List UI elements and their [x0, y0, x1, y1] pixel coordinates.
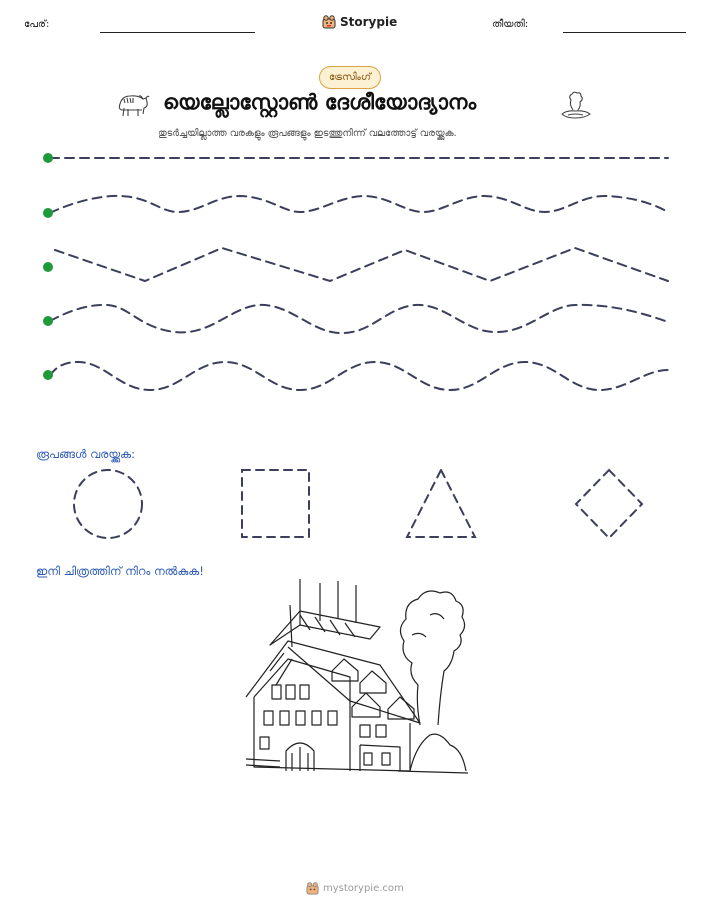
- trace-circle[interactable]: [74, 470, 142, 538]
- trace-line-wave-1[interactable]: [50, 196, 668, 213]
- instructions: തുടർച്ചയില്ലാത്ത വരകളും രൂപങ്ങളും ഇടത്തുനിന്ന് വലത്തോട്ട് വരയ്ക്കുക.: [158, 128, 457, 139]
- lodge-geyser-illustration[interactable]: [240, 575, 470, 777]
- footer: [306, 881, 404, 895]
- start-dot-1: [43, 153, 53, 163]
- storypie-logo-icon: [322, 14, 336, 29]
- trace-square[interactable]: [242, 470, 309, 537]
- bison-icon: [116, 90, 150, 120]
- storypie-logo-icon-footer: [306, 881, 319, 895]
- page-title: യെല്ലോസ്റ്റോൺ ദേശീയോദ്യാനം: [163, 90, 477, 114]
- start-dot-3: [43, 262, 53, 272]
- tracing-lines: [0, 140, 709, 395]
- footer-url[interactable]: mystorypie.com: [323, 882, 404, 894]
- trace-line-zigzag[interactable]: [55, 248, 668, 281]
- brand: [322, 14, 397, 29]
- start-dot-4: [43, 316, 53, 326]
- trace-shapes: [0, 460, 709, 550]
- activity-badge: ട്രേസിംഗ്: [319, 66, 381, 89]
- date-line[interactable]: [563, 32, 686, 33]
- start-dot-2: [43, 208, 53, 218]
- geyser-icon: [559, 90, 593, 120]
- trace-diamond[interactable]: [576, 470, 642, 538]
- trace-line-wave-2[interactable]: [50, 305, 668, 333]
- name-line[interactable]: [100, 32, 255, 33]
- name-label: പേര്:: [24, 19, 50, 30]
- trace-triangle[interactable]: [407, 470, 475, 537]
- color-heading: ഇനി ചിത്രത്തിന് നിറം നൽകുക!: [36, 564, 204, 578]
- brand-name: Storypie: [340, 14, 398, 29]
- shapes-heading: രൂപങ്ങൾ വരയ്ക്കുക:: [36, 447, 136, 461]
- date-label: തീയതി:: [492, 19, 529, 30]
- start-dot-5: [43, 370, 53, 380]
- trace-line-wave-3[interactable]: [50, 362, 668, 390]
